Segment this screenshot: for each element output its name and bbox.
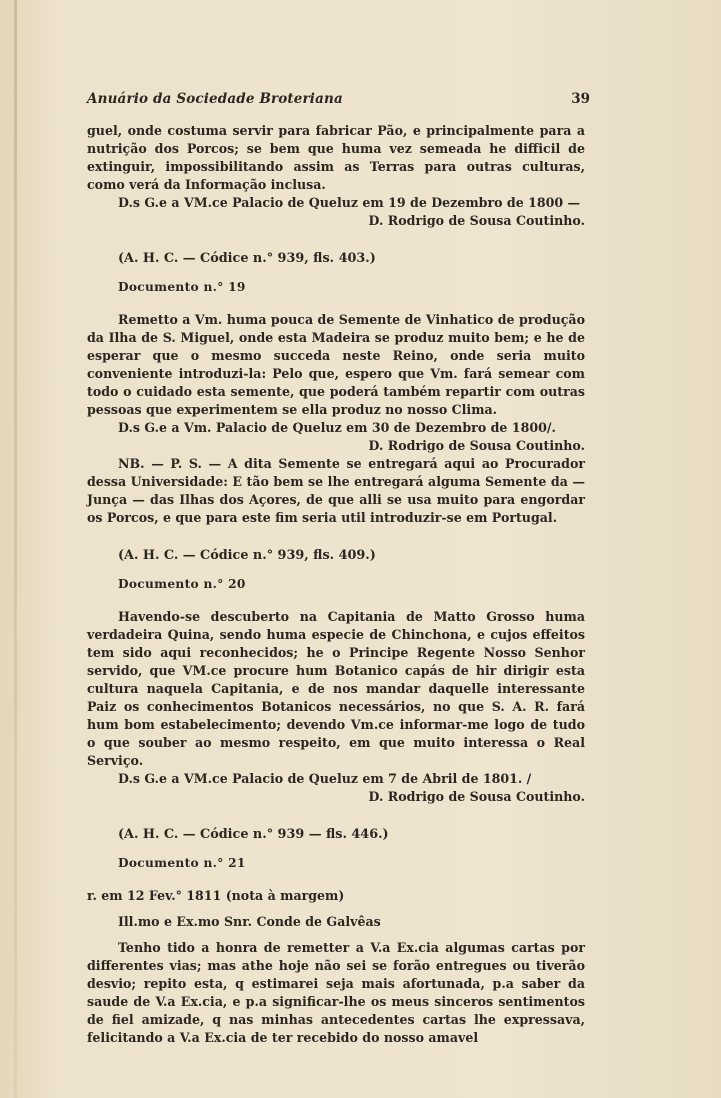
document-20-paragraph: Havendo-se descuberto na Capitania de Matto Grosso huma verdadeira Quina, sendo huma especie de Chinchona, e cujos effeitos tem sido aqui reconhecidos; he o Principe Regente Nosso Senhor servido, que VM.ce procure hum Botanico capás de hir dirigir esta cultura naquela Capitania, e de nos mandar daquelle interessante Paiz os conhecimentos Botanicos necessários, no que S. A. R. fará hum bom estabelecimento; devendo Vm.ce informar-me logo de tudo o que souber ao mesmo respeito, em que muito interessa o Real Serviço. bbox=[87, 609, 585, 768]
signature-1: D. Rodrigo de Sousa Coutinho. bbox=[368, 213, 585, 228]
signature-2: D. Rodrigo de Sousa Coutinho. bbox=[368, 438, 585, 453]
archive-citation-2: (A. H. C. — Códice n.° 939, fls. 409.) bbox=[118, 548, 376, 563]
archive-citation-1: (A. H. C. — Códice n.° 939, fls. 403.) bbox=[118, 251, 376, 266]
page-binding-shadow bbox=[14, 0, 17, 1098]
salutation: Ill.mo e Ex.mo Snr. Conde de Galvêas bbox=[118, 914, 381, 929]
running-title: Anuário da Sociedade Broteriana bbox=[87, 91, 343, 107]
document-19-paragraph: Remetto a Vm. huma pouca de Semente de Vinhatico de produção da Ilha de S. Miguel, onde esta Madeira se produz muito bem; e he de esperar que o mesmo succeda neste Reino, onde seria muito conveniente introduzi-la: Pelo que, espero que Vm. fará semear com todo o cuidado esta semente, que poderá também repartir com outras pessoas que experimentem se ella produz no nosso Clima. bbox=[87, 312, 585, 417]
margin-note: r. em 12 Fev.° 1811 (nota à margem) bbox=[87, 888, 345, 903]
spacing bbox=[87, 931, 585, 939]
spacing bbox=[87, 905, 585, 913]
document-content bbox=[87, 122, 585, 1047]
page-number: 39 bbox=[571, 91, 590, 107]
postscript-paragraph: NB. — P. S. — A dita Semente se entregará aqui ao Procurador dessa Universidade: E tão bem se lhe entregará alguma Semente da — Junça — das Ilhas dos Açores, de que alli se usa muito para engordar os Porcos, e que para este fim seria util introduzir-se em Portugal. bbox=[87, 456, 585, 525]
intro-paragraph: guel, onde costuma servir para fabricar Pão, e principalmente para a nutrição dos Porcos; se bem que huma vez semeada he difficil de extinguir, impossibilitando assim as Terras para outras culturas, como verá da Informação inclusa. bbox=[87, 123, 585, 192]
document-21-paragraph: Tenho tido a honra de remetter a V.a Ex.cia algumas cartas por differentes vias; mas athe hoje não sei se forão entregues ou tiverão desvio; repito esta, q estimarei seja mais afortunada, p.a saber da saude de V.a Ex.cia, e p.a significar-lhe os meus sinceros sentimentos de fiel amizade, q nas minhas antecedentes cartas lhe expressava, felicitando a V.a Ex.cia de ter recebido do nosso amavel bbox=[87, 940, 585, 1045]
closing-line-1: D.s G.e a VM.ce Palacio de Queluz em 19 de Dezembro de 1800 — bbox=[118, 195, 581, 210]
document-heading-19: Documento n.° 19 bbox=[118, 280, 246, 294]
archive-citation-3: (A. H. C. — Códice n.° 939 — fls. 446.) bbox=[118, 827, 389, 842]
document-heading-21: Documento n.° 21 bbox=[118, 856, 246, 870]
signature-3: D. Rodrigo de Sousa Coutinho. bbox=[368, 789, 585, 804]
closing-line-3: D.s G.e a VM.ce Palacio de Queluz em 7 de Abril de 1801. / bbox=[118, 771, 532, 786]
document-heading-20: Documento n.° 20 bbox=[118, 577, 246, 591]
page-header bbox=[87, 91, 590, 111]
closing-line-2: D.s G.e a Vm. Palacio de Queluz em 30 de Dezembro de 1800/. bbox=[118, 420, 556, 435]
